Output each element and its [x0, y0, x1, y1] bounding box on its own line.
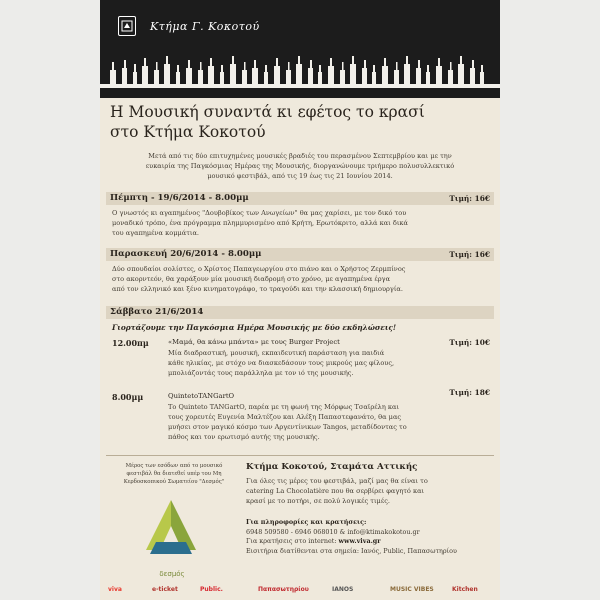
- intro-line: μουσικό φεστιβάλ, από τις 19 έως τις 21 Ιουνίου 2014.: [207, 172, 393, 180]
- act-time: 8.00μμ: [112, 392, 144, 402]
- sponsor-logo: IANOS: [332, 586, 354, 593]
- ticket-points: Εισιτήρια διατίθενται στα σημεία: Ιανός, Public, Παπασωτηρίου: [246, 546, 457, 555]
- act-title: «Μαμά, θα κάνω μπάντα» με τους Burger Project: [168, 338, 340, 346]
- event-line: μοναδικό τρόπο, ένα πρόγραμμα πλημμυρισμένο από Κρήτη, Ερωτόκριτο, αλλά και δικά: [112, 219, 408, 227]
- event-date: Σάββατο 21/6/2014: [110, 307, 204, 317]
- event-description: [112, 264, 490, 294]
- event-line: Ο γνωστός κι αγαπημένος "Δουβοβίκος των Ανωγείων" θα μας χαρίσει, με τον δικό του: [112, 209, 407, 217]
- desmos-note-line: Κερδοσκοπικού Σωματείου "Δεσμός": [123, 479, 225, 485]
- act-description: [168, 348, 468, 378]
- event-line: στο ακορντεόν, θα χαράξουν μία μουσική διαδρομή στο χρόνο, με αγαπημένα έργα: [112, 275, 391, 283]
- venue-title: Κτήμα Κοκοτού, Σταμάτα Αττικής: [246, 462, 418, 472]
- act-line: μπολιάζοντάς τους παράλληλα με τον ιό της μουσικής.: [168, 369, 354, 377]
- event-line: του αγαπημένα κομμάτια.: [112, 229, 200, 237]
- intro-text: [110, 151, 490, 181]
- venue-line: κρασί με το ποτήρι, σε πολύ λογικές τιμές.: [246, 497, 391, 505]
- title-line: στο Κτήμα Κοκοτού: [110, 123, 266, 141]
- sponsor-logo: e-ticket: [152, 586, 178, 593]
- sponsor-logo: viva: [108, 586, 122, 593]
- winery-crest-icon: [118, 16, 136, 36]
- event-price: Τιμή: 16€: [449, 250, 490, 259]
- act-line: μυήσει στον μαγικό κόσμο των Αργεντίνικων Tangos, μεταδίδοντας το: [168, 423, 407, 431]
- act-line: τους χορευτές Ευγενία Μαλτέζου και Αλέξη Παπαστεφανάτο, θα μας: [168, 413, 402, 421]
- divider: [106, 455, 494, 456]
- sponsor-logo: Παπασωτηρίου: [258, 586, 309, 593]
- saturday-subhead: Γιορτάζουμε την Παγκόσμια Ημέρα Μουσικής με δύο εκδηλώσεις!: [112, 323, 397, 332]
- info-heading: Για πληροφορίες και κρατήσεις:: [246, 518, 367, 526]
- act-price: Τιμή: 10€: [449, 338, 490, 347]
- title-line: Η Μουσική συναντά κι εφέτος το κρασί: [110, 103, 425, 121]
- act-title: QuintetoTANGartO: [168, 392, 235, 400]
- event-date: Παρασκευή 20/6/2014 - 8.00μμ: [110, 249, 262, 259]
- sponsor-logo: Kitchen: [452, 586, 478, 593]
- online-prefix: Για κρατήσεις στο internet:: [246, 537, 339, 545]
- act-line: Μία διαδραστική, μουσική, εκπαιδευτική παράσταση για παιδιά: [168, 349, 385, 357]
- event-description: [112, 208, 490, 238]
- act-line: πάθος και τον ερωτισμό αυτής της μουσικής.: [168, 433, 320, 441]
- page-title: [110, 102, 490, 142]
- brand-name: Κτήμα Γ. Κοκοτού: [150, 20, 260, 33]
- bottles-skyline-icon: [100, 50, 500, 98]
- info-block: [246, 518, 494, 556]
- online-site-link[interactable]: www.viva.gr: [338, 537, 381, 545]
- act-line: κάθε ηλικίας, με στόχο να διασκεδάσουν τους μικρούς μας φίλους,: [168, 359, 395, 367]
- sponsor-logo: MUSIC VIBES: [390, 586, 434, 593]
- act-time: 12.00πμ: [112, 338, 149, 348]
- venue-line: catering La Chocolatière που θα σερβίρει φαγητό και: [246, 487, 425, 495]
- intro-line: ευκαιρία της Παγκόσμιας Ημέρας της Μουσικής, διοργανώνουμε τριήμερο πολυσυλλεκτικό: [145, 162, 455, 170]
- desmos-label: δεσμός: [159, 570, 185, 578]
- intro-line: Μετά από τις δύο επιτυχημένες μουσικές βραδιές του περασμένου Σεπτεμβρίου και με την: [148, 152, 452, 160]
- desmos-note: [110, 462, 238, 486]
- act-line: Το Quinteto TANGartO, παρέα με τη φωνή της Μόρφως Τσαϊρέλη και: [168, 403, 400, 411]
- event-line: Δύο σπουδαίοι σολίστες, ο Χρίστος Παπαγεωργίου στο πιάνο και ο Χρήστος Ζερμπίνος: [112, 265, 406, 273]
- contact-details[interactable]: 6948 509580 - 6946 068010 & info@ktimakokotou.gr: [246, 527, 420, 536]
- sponsor-logo: Public.: [200, 586, 223, 593]
- venue-line: Για όλες τις μέρες του φεστιβάλ, μαζί μας θα είναι το: [246, 477, 428, 485]
- event-line: από τον ελληνικό και ξένο κινηματογράφο, το τραγούδι και την κλασσική δημιουργία.: [112, 285, 403, 293]
- header: [100, 0, 500, 98]
- desmos-note-line: Μέρος των εσόδων από το μουσικό: [125, 463, 223, 469]
- act-price: Τιμή: 18€: [449, 388, 490, 397]
- venue-description: [246, 476, 492, 506]
- event-date: Πέμπτη - 19/6/2014 - 8.00μμ: [110, 193, 249, 203]
- sponsor-bar: [100, 584, 500, 600]
- desmos-note-line: φεστιβάλ θα διατεθεί υπέρ του Μη: [126, 471, 222, 477]
- act-description: [168, 402, 468, 442]
- online-booking: [246, 537, 494, 547]
- event-price: Τιμή: 16€: [449, 194, 490, 203]
- desmos-logo-icon: [136, 494, 206, 564]
- poster: [100, 0, 500, 600]
